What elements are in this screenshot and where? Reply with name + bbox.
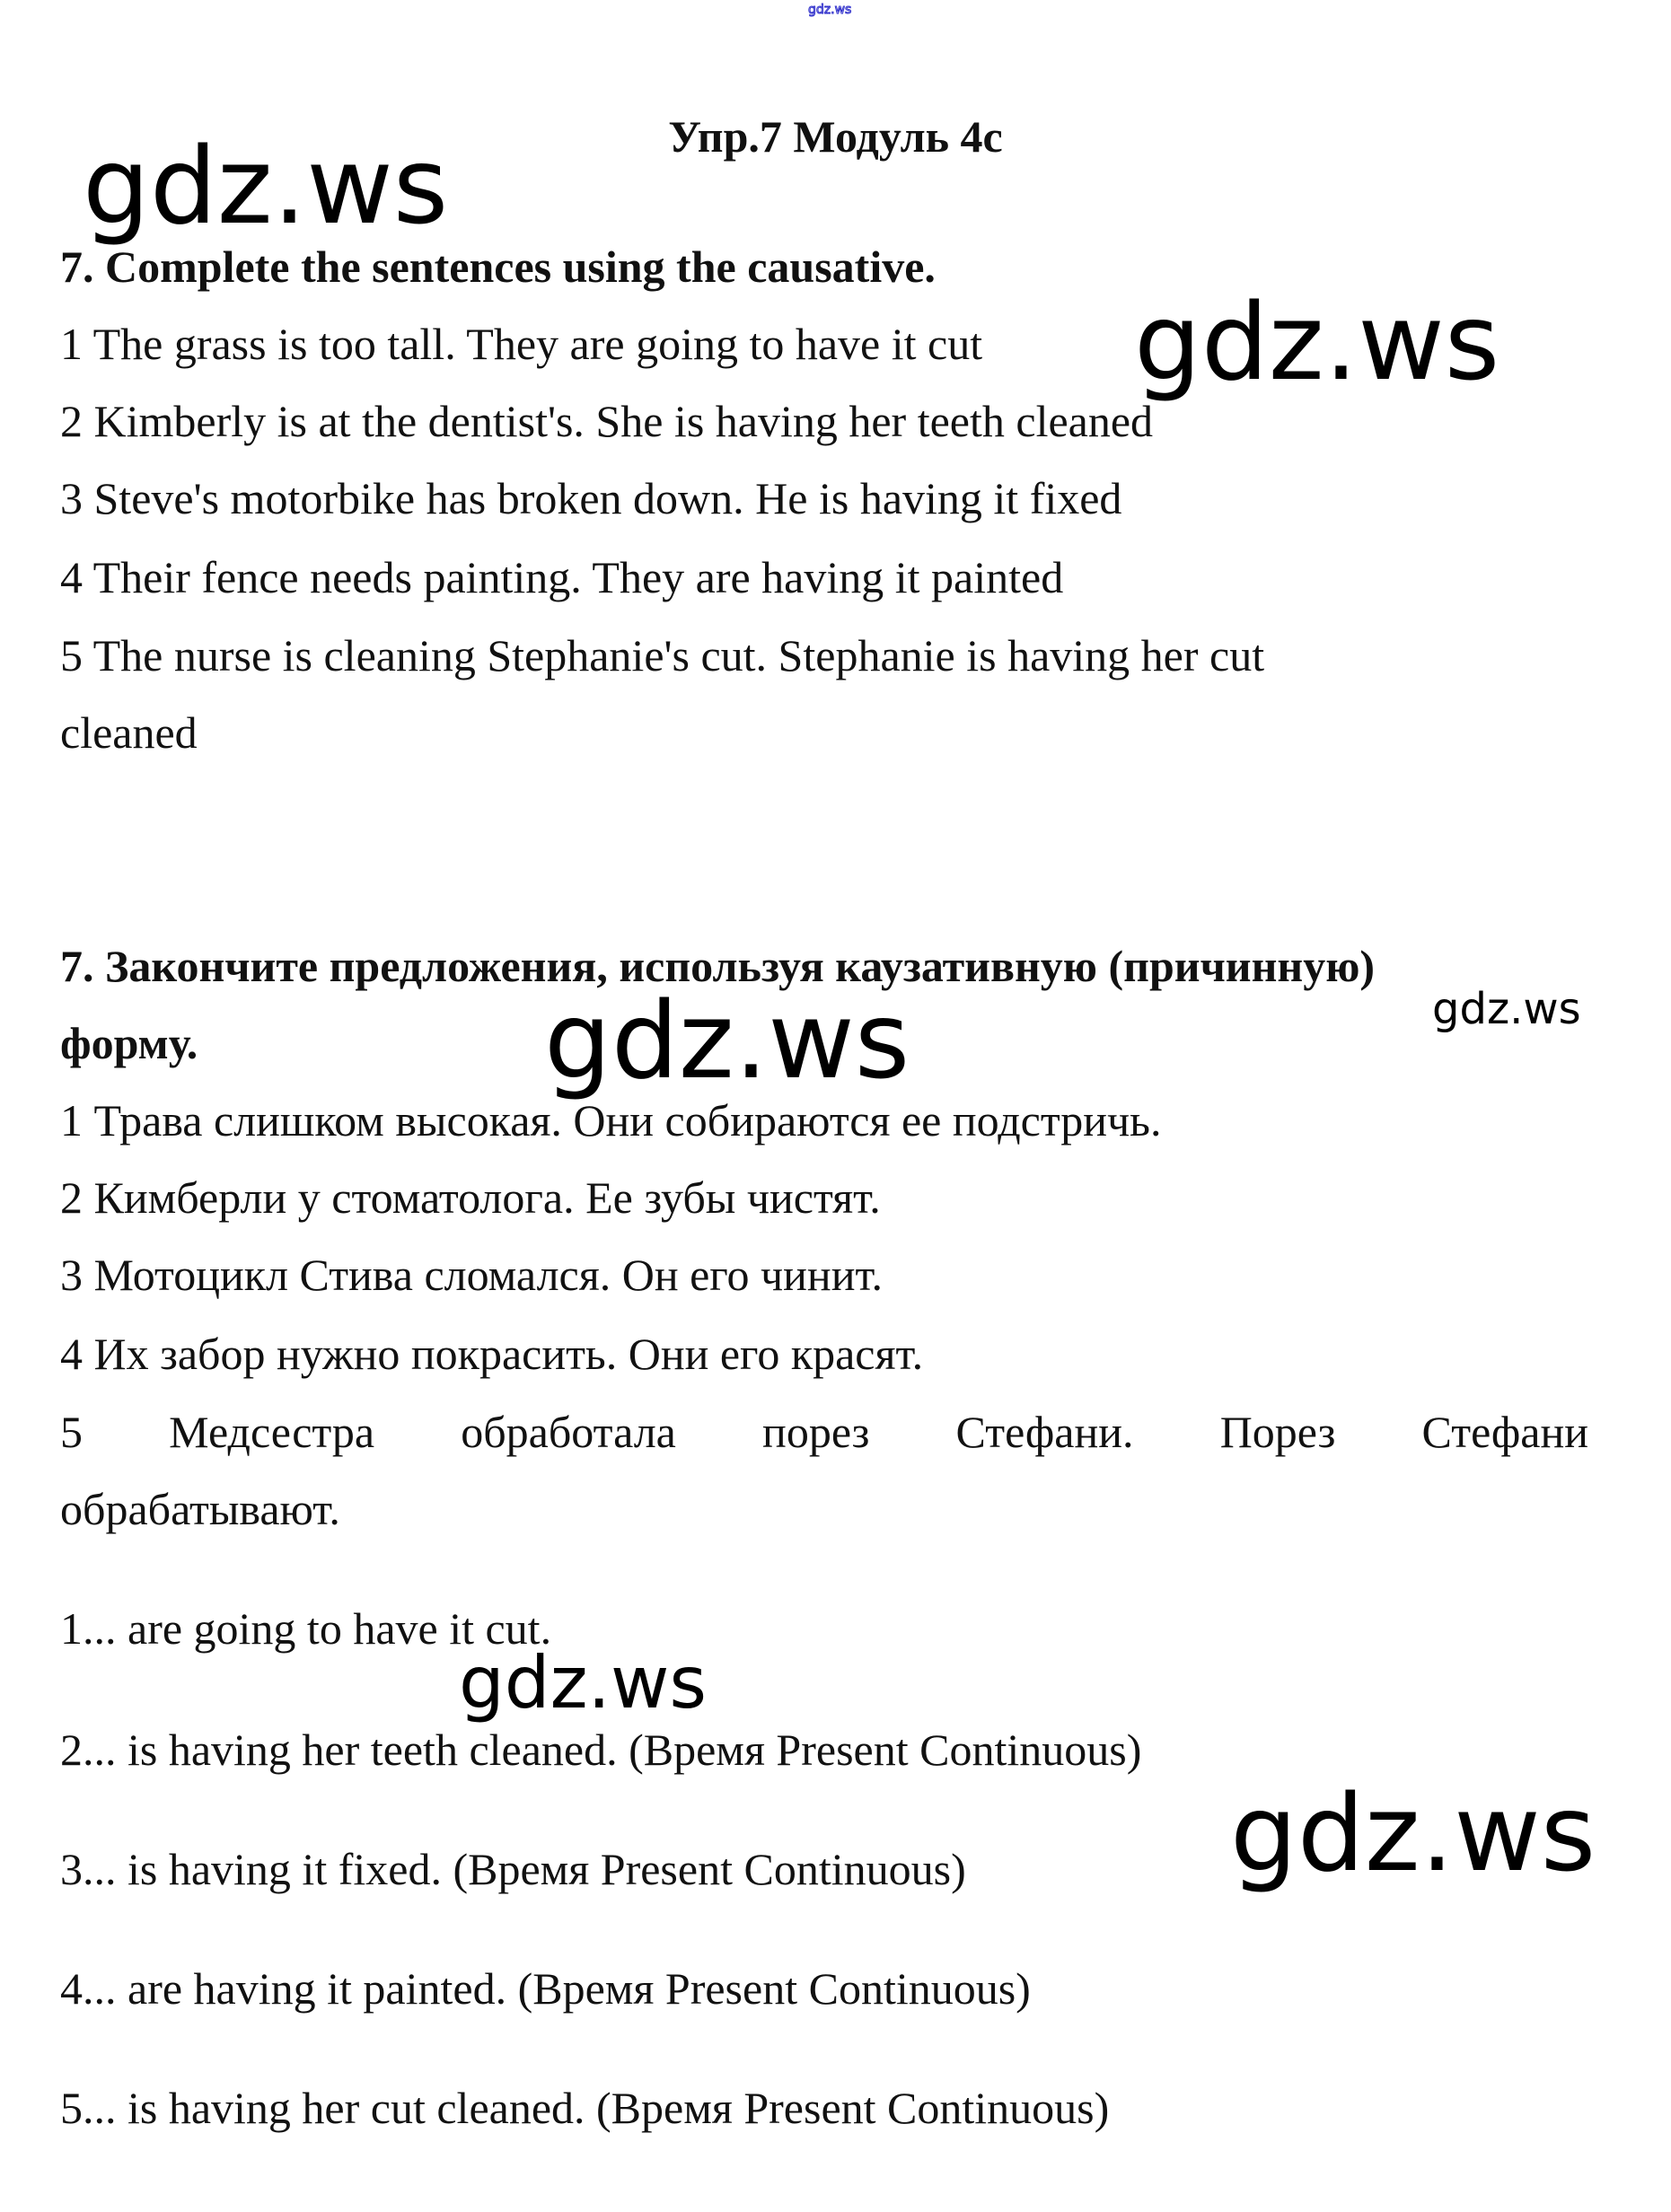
english-line: cleaned xyxy=(60,707,198,758)
answer-line: 5... is having her cut cleaned. (Время Present Continuous) xyxy=(60,2083,1110,2133)
english-line: 1 The grass is too tall. They are going to have it cut xyxy=(60,319,983,369)
watermark-top: gdz.ws xyxy=(808,3,852,17)
russian-line: обрабатывают. xyxy=(60,1484,340,1534)
answer-line: 2... is having her teeth cleaned. (Время Present Continuous) xyxy=(60,1725,1142,1775)
answer-line: 3... is having it fixed. (Время Present Continuous) xyxy=(60,1844,966,1894)
answer-line: 4... are having it painted. (Время Present Continuous) xyxy=(60,1963,1031,2014)
watermark: gdz.ws xyxy=(544,979,910,1102)
russian-line: 1 Трава слишком высокая. Они собираются ее подстричь. xyxy=(60,1095,1162,1146)
watermark: gdz.ws xyxy=(1134,280,1500,404)
english-heading: 7. Complete the sentences using the causative. xyxy=(60,241,936,292)
russian-heading-cont: форму. xyxy=(60,1018,198,1068)
answer-line: 1... are going to have it cut. xyxy=(60,1603,552,1654)
english-line: 2 Kimberly is at the dentist's. She is having her teeth cleaned xyxy=(60,396,1154,446)
watermark: gdz.ws xyxy=(83,124,449,248)
page-title: Упр.7 Модуль 4c xyxy=(668,111,1003,162)
watermark: gdz.ws xyxy=(1230,1771,1596,1895)
watermark: gdz.ws xyxy=(1432,984,1581,1034)
russian-line: 5 Медсестра обработала порез Стефани. Порез Стефани xyxy=(60,1407,1588,1457)
russian-heading: 7. Закончите предложения, используя каузативную (причинную) xyxy=(60,941,1376,991)
russian-line: 3 Мотоцикл Стива сломался. Он его чинит. xyxy=(60,1250,884,1300)
russian-line: 2 Кимберли у стоматолога. Ее зубы чистят. xyxy=(60,1172,881,1223)
english-line: 3 Steve's motorbike has broken down. He is having it fixed xyxy=(60,473,1122,523)
watermark: gdz.ws xyxy=(459,1641,708,1725)
english-line: 5 The nurse is cleaning Stephanie's cut. Stephanie is having her cut xyxy=(60,630,1265,680)
english-line: 4 Their fence needs painting. They are having it painted xyxy=(60,552,1064,602)
russian-line: 4 Их забор нужно покрасить. Они его красят. xyxy=(60,1329,924,1379)
